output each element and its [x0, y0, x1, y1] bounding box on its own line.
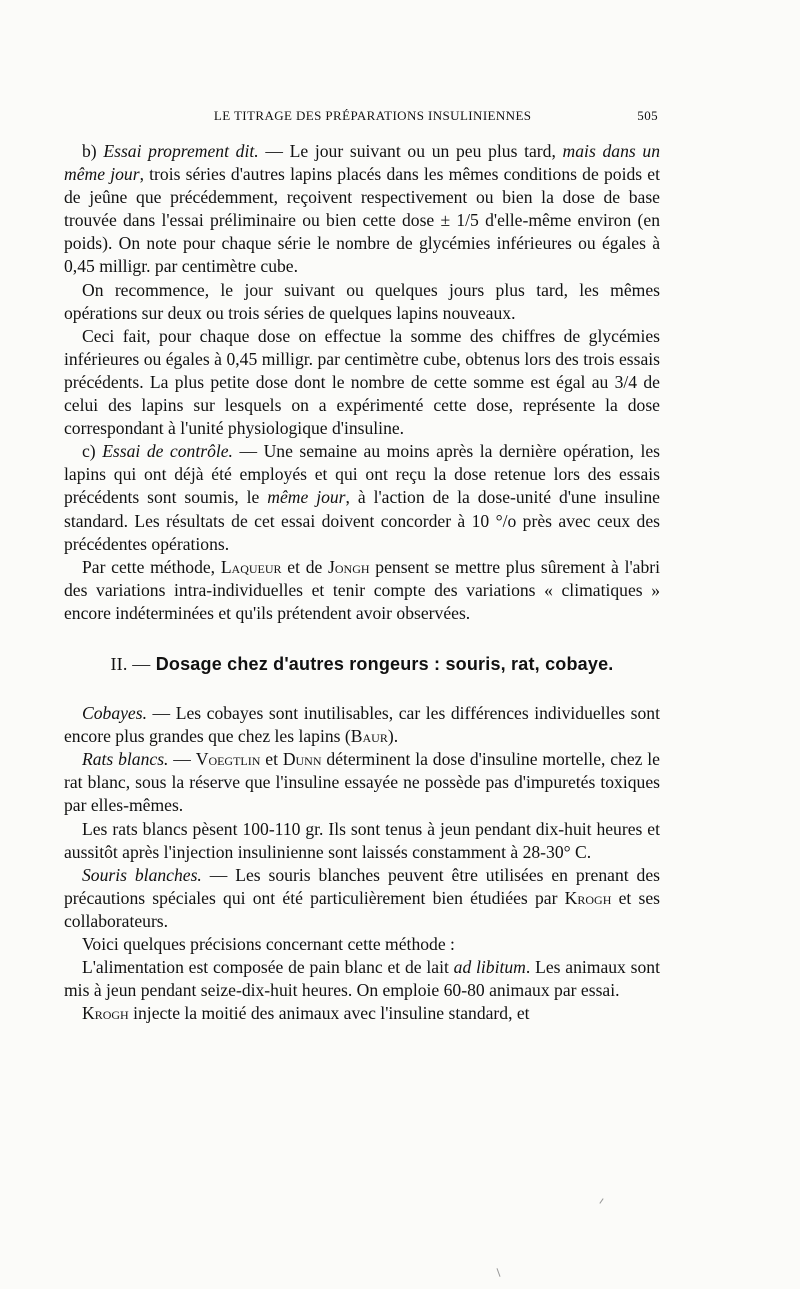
section-number: II. — — [110, 653, 151, 674]
paragraph-text: et ses collaborateurs. — [64, 887, 660, 931]
paragraph-rats-blancs — [64, 748, 660, 817]
author-name: Laqueur — [220, 556, 282, 577]
paragraph-text: , à l'action de la dose-unité d'une insuline standard. Les résultats de cet essai doivent concorder à 10 °/o près avec ceux des précédentes opérations. — [64, 487, 660, 554]
paragraph-text: , trois séries d'autres lapins placés dans les mêmes conditions de poids et de jeûne que précédemment, reçoivent respectivement ou bien la dose de base trouvée dans l'essai préliminaire ou bien cette dose ± 1/5 d'elle-même environ (en poids). On note pour chaque série le nombre de glycémies inférieures ou égales à 0,45 milligr. par centimètre cube. — [64, 164, 660, 277]
paragraph-text: pensent se mettre plus sûrement à l'abri des variations intra-individuelles et tenir compte des variations « climatiques » encore indéterminées et qu'ils prétendent avoir observées. — [64, 556, 660, 623]
section-heading — [64, 653, 660, 676]
italic-phrase: même jour — [267, 487, 346, 508]
paragraph-essai-de-controle — [64, 440, 660, 555]
paragraph-laqueur — [64, 556, 660, 625]
italic-lead: Souris blanches. — [82, 864, 202, 885]
italic-lead: Cobayes. — [82, 703, 147, 724]
paragraph-essai-proprement-dit — [64, 140, 660, 279]
scan-speck — [599, 1198, 603, 1203]
paragraph-rats-poids — [64, 818, 660, 864]
paragraph-text: . Les animaux sont mis à jeun pendant seize-dix-huit heures. On emploie 60-80 animaux par essai. — [64, 957, 660, 1001]
paragraph-text: — Une semaine au moins après la dernière opération, les lapins qui ont déjà été employés et qui ont reçu la dose retenue lors des essais précédents sont soumis, le — [64, 441, 661, 508]
paragraph-text: et — [260, 749, 283, 770]
scan-speck — [496, 1268, 500, 1277]
paragraph-text: L'alimentation est composée de pain blanc et de lait — [82, 957, 454, 978]
paragraph-text: On recommence, le jour suivant ou quelques jours plus tard, les mêmes opérations sur deux ou trois séries de quelques lapins nouveaux. — [64, 279, 660, 323]
list-label: c) — [82, 441, 103, 462]
paragraph-text: — — [168, 749, 196, 770]
paragraph-text: Les rats blancs pèsent 100-110 gr. Ils sont tenus à jeun pendant dix-huit heures et aussitôt après l'injection insulinienne sont laissés constamment à 28-30° C. — [64, 818, 660, 862]
italic-lead: Essai de contrôle. — [102, 441, 233, 462]
running-head-title: LE TITRAGE DES PRÉPARATIONS INSULINIENNES — [213, 108, 532, 123]
paragraph-text: — Les souris blanches peuvent être utilisées en prenant des précautions spéciales qui ont été particulièrement bien étudiées par — [64, 864, 660, 908]
italic-lead: Essai proprement dit. — [103, 141, 259, 161]
author-name: Voegtlin — [195, 749, 261, 770]
author-name: Krogh — [82, 1003, 129, 1024]
author-name: Jongh — [328, 556, 370, 577]
section-title: Dosage chez d'autres rongeurs : souris, rat, cobaye. — [155, 653, 614, 674]
paragraph-text: ). — [387, 726, 399, 747]
paragraph-text: déterminent la dose d'insuline mortelle, chez le rat blanc, sous la réserve que l'insuline essayée ne possède pas d'impuretés toxiques par elles-mêmes. — [64, 749, 660, 816]
paragraph-krogh — [64, 1002, 660, 1025]
paragraph-ceci-fait — [64, 325, 660, 440]
paragraph-text: injecte la moitié des animaux avec l'insuline standard, et — [128, 1003, 530, 1024]
italic-phrase: mais dans un même jour — [64, 141, 660, 185]
paragraph-text: Par cette méthode, — [82, 556, 221, 577]
paragraph-cobayes — [64, 702, 660, 748]
italic-lead: Rats blancs. — [82, 749, 169, 770]
paragraph-text: — Les cobayes sont inutilisables, car les différences individuelles sont encore plus grandes que chez les lapins ( — [64, 703, 660, 747]
paragraph-text: Voici quelques précisions concernant cette méthode : — [82, 934, 455, 954]
paragraph-text: — Le jour suivant ou un peu plus tard, — [258, 141, 563, 161]
author-name: Dunn — [282, 749, 322, 770]
paragraph-text: et de — [281, 556, 329, 577]
body-text — [64, 140, 660, 1025]
paragraph-text: Ceci fait, pour chaque dose on effectue la somme des chiffres de glycémies inférieures ou égales à 0,45 milligr. par centimètre cube, obtenus lors des trois essais précédents. La plus petite dose dont le nombre de cette somme est égal au 3/4 de celui des lapins sur lesquels on a expérimenté cette dose, représente la dose correspondant à l'unité physiologique d'insuline. — [64, 325, 660, 439]
paragraph-recommence — [64, 279, 660, 325]
running-head — [68, 108, 658, 124]
paragraph-voici — [64, 933, 660, 956]
paragraph-alimentation — [64, 956, 660, 1002]
page-number: 505 — [637, 108, 658, 123]
author-name: Baur — [350, 726, 388, 747]
italic-phrase: ad libitum — [453, 957, 526, 978]
author-name: Krogh — [564, 887, 612, 908]
paragraph-souris-blanches — [64, 864, 660, 933]
list-label: b) — [82, 141, 104, 161]
